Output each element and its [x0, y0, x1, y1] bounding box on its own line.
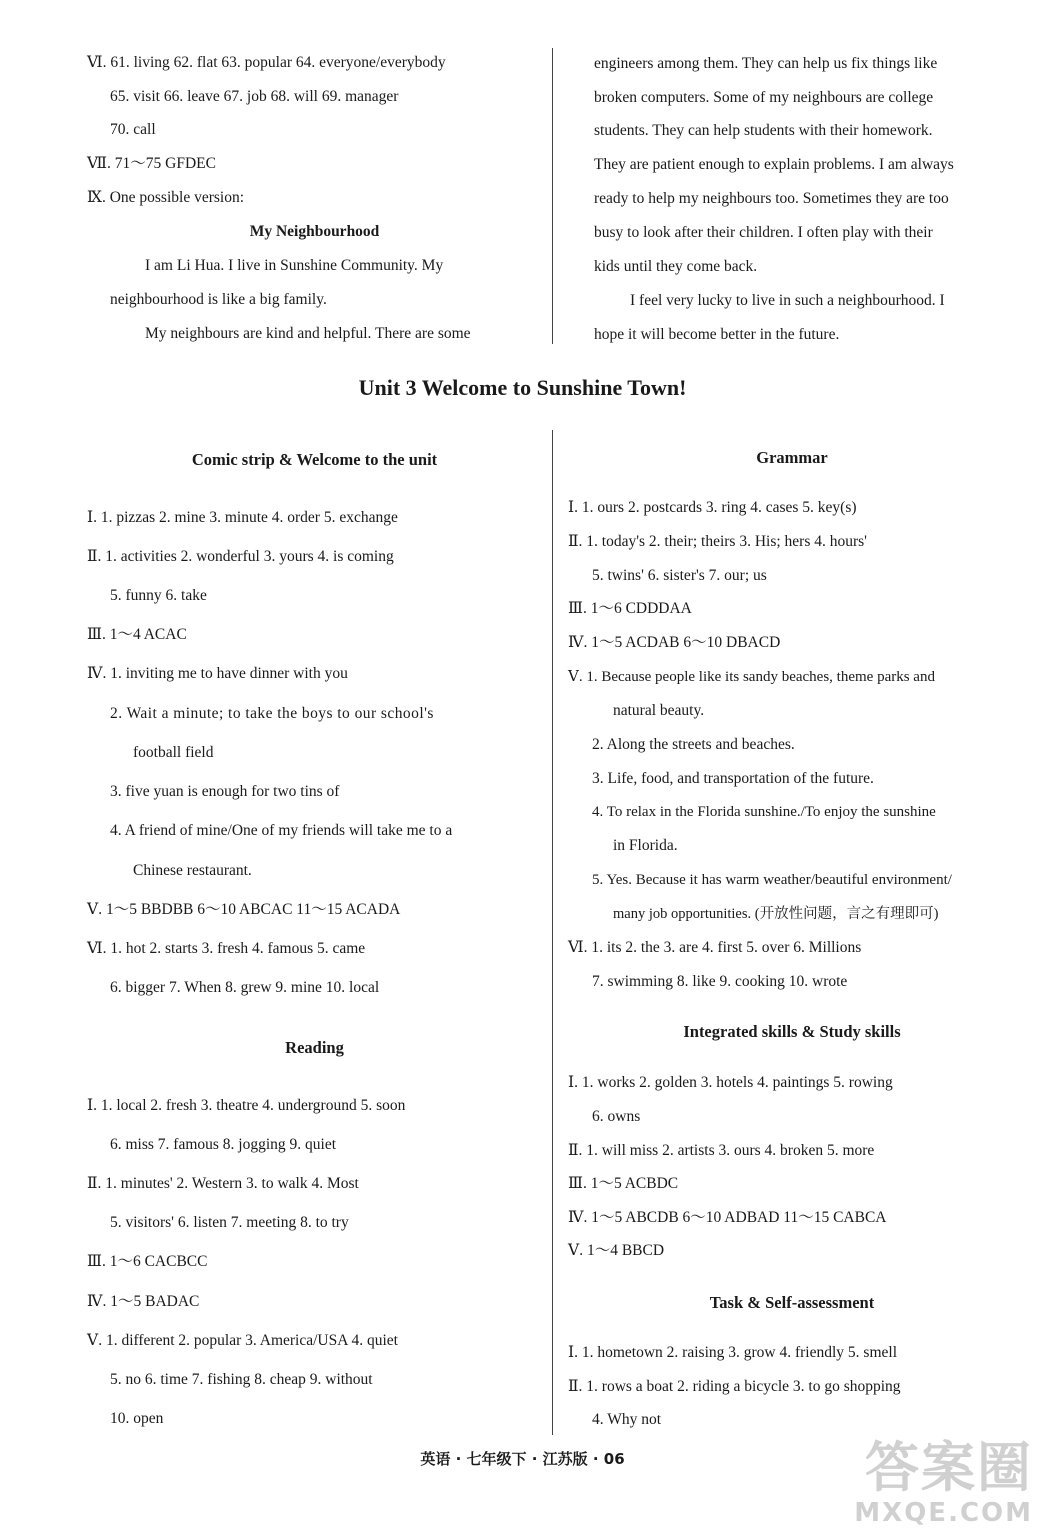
answer-line: Ⅱ. 1. minutes' 2. Western 3. to walk 4. Most: [87, 1175, 359, 1192]
answer-line: many job opportunities. (开放性问题，言之有理即可): [613, 906, 939, 922]
essay-line: busy to look after their children. I often play with their: [594, 224, 933, 241]
answer-line: Ⅲ. 1～5 ACBDC: [568, 1175, 679, 1192]
essay-line: engineers among them. They can help us fix things like: [594, 55, 938, 72]
essay-line: They are patient enough to explain problems. I am always: [594, 156, 954, 173]
essay-line: kids until they come back.: [594, 258, 758, 275]
watermark-text: 答案圈: [865, 1436, 1033, 1499]
page-footer: 英语 · 七年级下 · 江苏版 · 06: [420, 1450, 625, 1468]
answer-line: 5. twins' 6. sister's 7. our; us: [592, 567, 767, 584]
answer-line: Ⅳ. 1～5 BADAC: [87, 1293, 200, 1310]
answer-line: 4. Why not: [592, 1411, 662, 1428]
answer-line: Ⅵ. 61. living 62. flat 63. popular 64. everyone/everybody: [87, 54, 446, 71]
answer-line: natural beauty.: [613, 702, 705, 719]
answer-line: Ⅱ. 1. will miss 2. artists 3. ours 4. broken 5. more: [568, 1142, 875, 1159]
essay-title: My Neighbourhood: [249, 223, 380, 240]
answer-line: Ⅲ. 1～6 CACBCC: [87, 1253, 208, 1270]
answer-line: 4. To relax in the Florida sunshine./To enjoy the sunshine: [592, 804, 936, 820]
section-title: Task & Self-assessment: [709, 1293, 875, 1312]
answer-line: 2. Along the streets and beaches.: [592, 736, 795, 753]
answer-line: 5. visitors' 6. listen 7. meeting 8. to try: [110, 1214, 349, 1231]
answer-line: Ⅴ. 1. different 2. popular 3. America/USA 4. quiet: [87, 1332, 398, 1349]
answer-line: 5. Yes. Because it has warm weather/beautiful environment/: [592, 872, 952, 888]
answer-line: Ⅱ. 1. activities 2. wonderful 3. yours 4. is coming: [87, 548, 394, 565]
answer-line: 5. no 6. time 7. fishing 8. cheap 9. without: [110, 1371, 373, 1388]
answer-line: 4. A friend of mine/One of my friends will take me to a: [110, 822, 453, 839]
answer-line: Ⅲ. 1～6 CDDDAA: [568, 600, 692, 617]
answer-line: 2. Wait a minute; to take the boys to our school's: [110, 705, 434, 722]
section-title: Comic strip & Welcome to the unit: [191, 450, 438, 469]
answer-line: Ⅰ. 1. local 2. fresh 3. theatre 4. underground 5. soon: [87, 1097, 406, 1114]
answer-line: 6. owns: [592, 1108, 641, 1125]
answer-line: Ⅶ. 71～75 GFDEC: [87, 155, 216, 172]
answer-line: Ⅴ. 1. Because people like its sandy beaches, theme parks and: [568, 669, 935, 685]
answer-line: Ⅱ. 1. rows a boat 2. riding a bicycle 3. to go shopping: [568, 1378, 901, 1395]
answer-line: Ⅰ. 1. pizzas 2. mine 3. minute 4. order 5. exchange: [87, 509, 398, 526]
answer-line: 6. bigger 7. When 8. grew 9. mine 10. local: [110, 979, 380, 996]
essay-line: I am Li Hua. I live in Sunshine Community. My: [145, 257, 444, 274]
answer-line: Ⅸ. One possible version:: [87, 189, 245, 206]
section-title: Integrated skills & Study skills: [683, 1022, 901, 1041]
watermark-logo: [854, 1438, 1033, 1528]
essay-line: broken computers. Some of my neighbours are college: [594, 89, 934, 106]
answer-line: Ⅰ. 1. ours 2. postcards 3. ring 4. cases 5. key(s): [568, 499, 857, 516]
answer-line: 70. call: [110, 121, 156, 138]
answer-line: 7. swimming 8. like 9. cooking 10. wrote: [592, 973, 848, 990]
answer-line: Ⅵ. 1. hot 2. starts 3. fresh 4. famous 5. came: [87, 940, 366, 957]
answer-line: 5. funny 6. take: [110, 587, 207, 604]
answer-line: 65. visit 66. leave 67. job 68. will 69. manager: [110, 88, 399, 105]
unit-title: Unit 3 Welcome to Sunshine Town!: [358, 375, 687, 400]
answer-line: Ⅲ. 1～4 ACAC: [87, 626, 187, 643]
answer-line: 10. open: [110, 1410, 164, 1427]
answer-line: Ⅰ. 1. hometown 2. raising 3. grow 4. friendly 5. smell: [568, 1344, 897, 1361]
answer-line: Chinese restaurant.: [133, 862, 252, 879]
watermark-url: MXQE.COM: [854, 1498, 1033, 1528]
answer-line: Ⅵ. 1. its 2. the 3. are 4. first 5. over 6. Millions: [568, 939, 862, 956]
essay-line: I feel very lucky to live in such a neighbourhood. I: [630, 292, 945, 309]
answer-line: 3. Life, food, and transportation of the future.: [592, 770, 874, 787]
answer-line: football field: [133, 744, 214, 761]
answer-line: Ⅴ. 1～4 BBCD: [568, 1242, 665, 1259]
answer-line: Ⅳ. 1. inviting me to have dinner with you: [87, 665, 348, 682]
answer-line: Ⅳ. 1～5 ABCDB 6～10 ADBAD 11～15 CABCA: [568, 1209, 887, 1226]
section-title: Reading: [285, 1038, 344, 1057]
essay-line: hope it will become better in the future.: [594, 326, 840, 343]
essay-line: My neighbours are kind and helpful. There are some: [145, 325, 471, 342]
column-divider: [552, 430, 553, 1435]
answer-line: Ⅴ. 1～5 BBDBB 6～10 ABCAC 11～15 ACADA: [87, 901, 401, 918]
essay-line: students. They can help students with their homework.: [594, 122, 933, 139]
answer-line: Ⅱ. 1. today's 2. their; theirs 3. His; hers 4. hours': [568, 533, 867, 550]
answer-line: 3. five yuan is enough for two tins of: [110, 783, 340, 800]
answer-line: Ⅳ. 1～5 ACDAB 6～10 DBACD: [568, 634, 781, 651]
answer-line: in Florida.: [613, 837, 678, 854]
answer-line: Ⅰ. 1. works 2. golden 3. hotels 4. paintings 5. rowing: [568, 1074, 893, 1091]
section-title: Grammar: [756, 448, 828, 467]
essay-line: neighbourhood is like a big family.: [110, 291, 327, 308]
column-divider: [552, 48, 553, 344]
essay-line: ready to help my neighbours too. Sometimes they are too: [594, 190, 949, 207]
answer-line: 6. miss 7. famous 8. jogging 9. quiet: [110, 1136, 337, 1153]
